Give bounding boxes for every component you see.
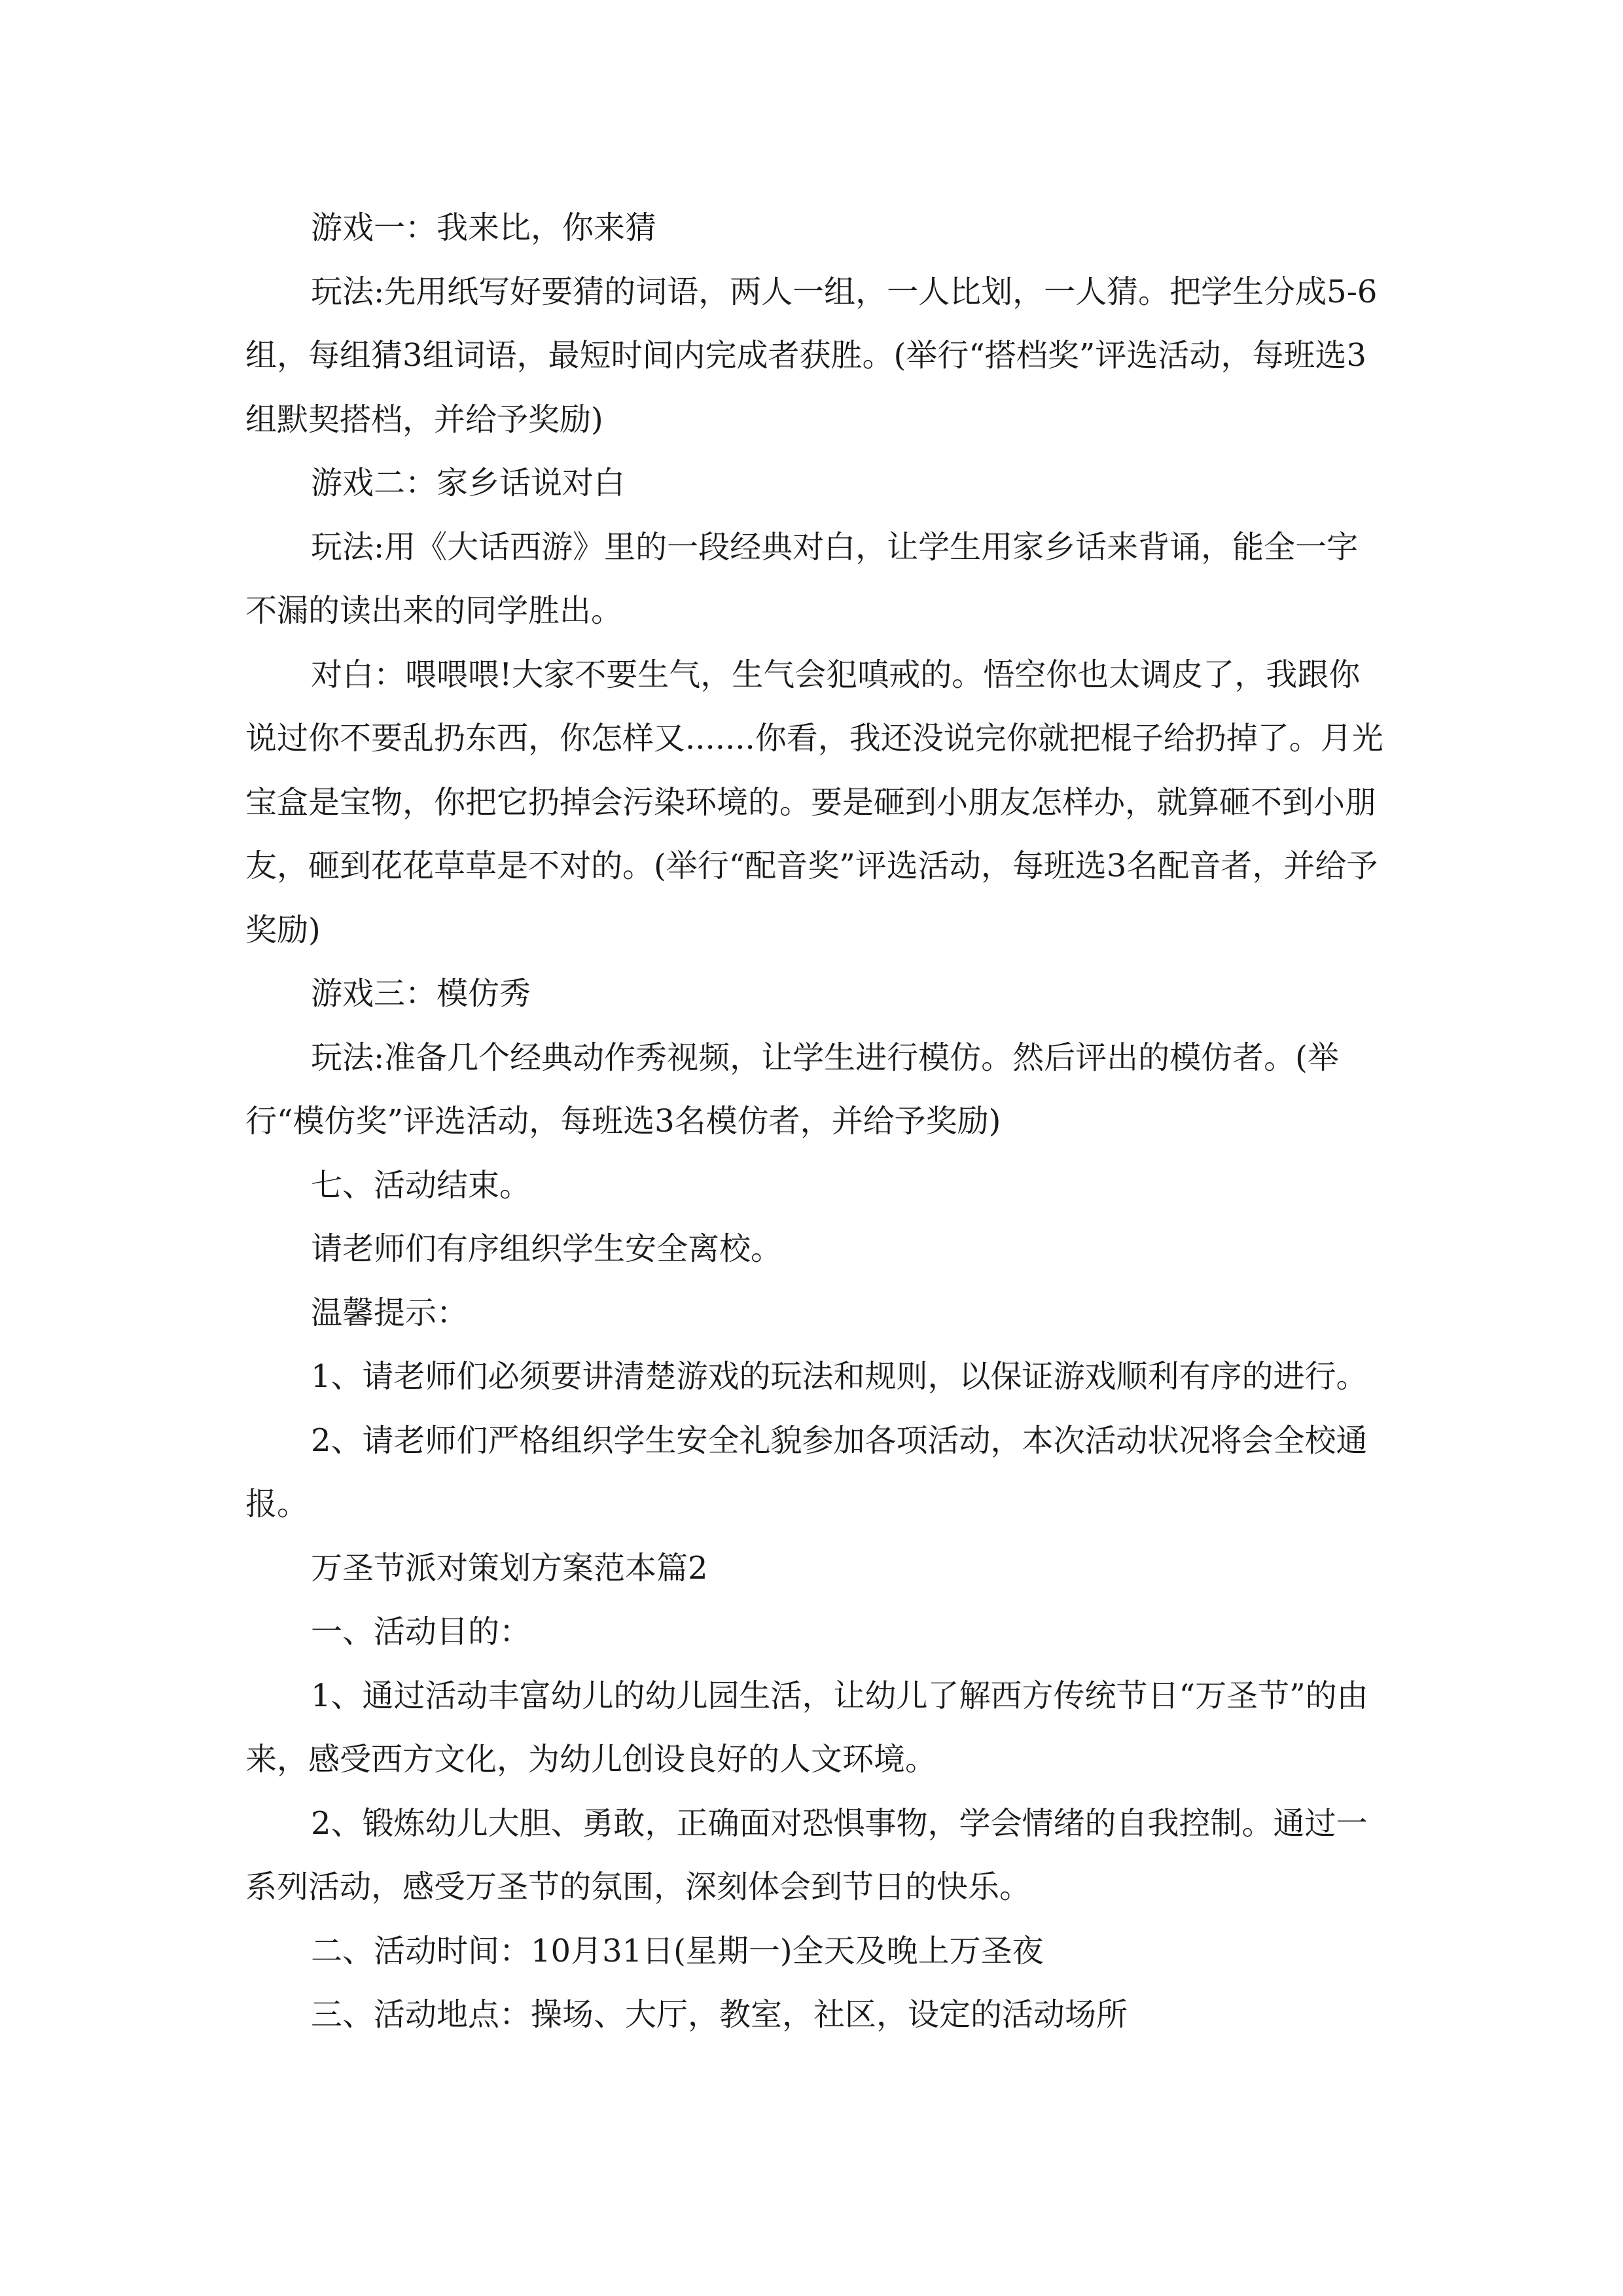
game-two-rules: 玩法:用《大话西游》里的一段经典对白，让学生用家乡话来背诵，能全一字不漏的读出来的同学胜出。 — [245, 528, 1359, 629]
game-three-heading: 游戏三：模仿秀 — [311, 975, 531, 1012]
game-two-heading: 游戏二：家乡话说对白 — [311, 465, 626, 501]
activity-time: 二、活动时间：10月31日(星期一)全天及晚上万圣夜 — [311, 1932, 1044, 1969]
game-one-rules: 玩法:先用纸写好要猜的词语，两人一组，一人比划，一人猜。把学生分成5-6组，每组猜3组词语，最短时间内完成者获胜。(举行“搭档奖”评选活动，每班选3组默契搭档，并给予奖励) — [245, 273, 1378, 438]
plan-two-title: 万圣节派对策划方案范本篇2 — [311, 1549, 708, 1587]
tip-item-2: 2、请老师们严格组织学生安全礼貌参加各项活动，本次活动状况将会全校通报。 — [245, 1422, 1368, 1522]
game-one-heading: 游戏一：我来比，你来猜 — [311, 209, 657, 246]
dialogue-paragraph: 对白：喂喂喂!大家不要生气，生气会犯嗔戒的。悟空你也太调皮了，我跟你说过你不要乱扔东西，你怎样又.......你看，我还没说完你就把棍子给扔掉了。月光宝盒是宝物，你把它扔掉会污染环境的。要是砸到小朋友怎样办，就算砸不到小朋友，砸到花花草草是不对的。(举行“配音奖”评选活动，每班选3名配音者，并给予奖励) — [245, 656, 1383, 948]
section-seven-heading: 七、活动结束。 — [311, 1166, 531, 1204]
tip-item-1: 1、请老师们必须要讲清楚游戏的玩法和规则，以保证游戏顺利有序的进行。 — [311, 1358, 1368, 1395]
document-body — [245, 196, 1384, 2047]
purpose-item-1: 1、通过活动丰富幼儿的幼儿园生活，让幼儿了解西方传统节日“万圣节”的由来，感受西方文化，为幼儿创设良好的人文环境。 — [245, 1677, 1368, 1778]
purpose-heading: 一、活动目的： — [311, 1613, 531, 1650]
dismissal-paragraph: 请老师们有序组织学生安全离校。 — [311, 1230, 783, 1267]
purpose-item-2: 2、锻炼幼儿大胆、勇敢，正确面对恐惧事物，学会情绪的自我控制。通过一系列活动，感受万圣节的氛围，深刻体会到节日的快乐。 — [245, 1804, 1368, 1905]
tips-heading: 温馨提示： — [311, 1294, 469, 1331]
game-three-rules: 玩法:准备几个经典动作秀视频，让学生进行模仿。然后评出的模仿者。(举行“模仿奖”评选活动，每班选3名模仿者，并给予奖励) — [245, 1039, 1339, 1139]
activity-location: 三、活动地点：操场、大厅，教室，社区，设定的活动场所 — [311, 1996, 1128, 2033]
